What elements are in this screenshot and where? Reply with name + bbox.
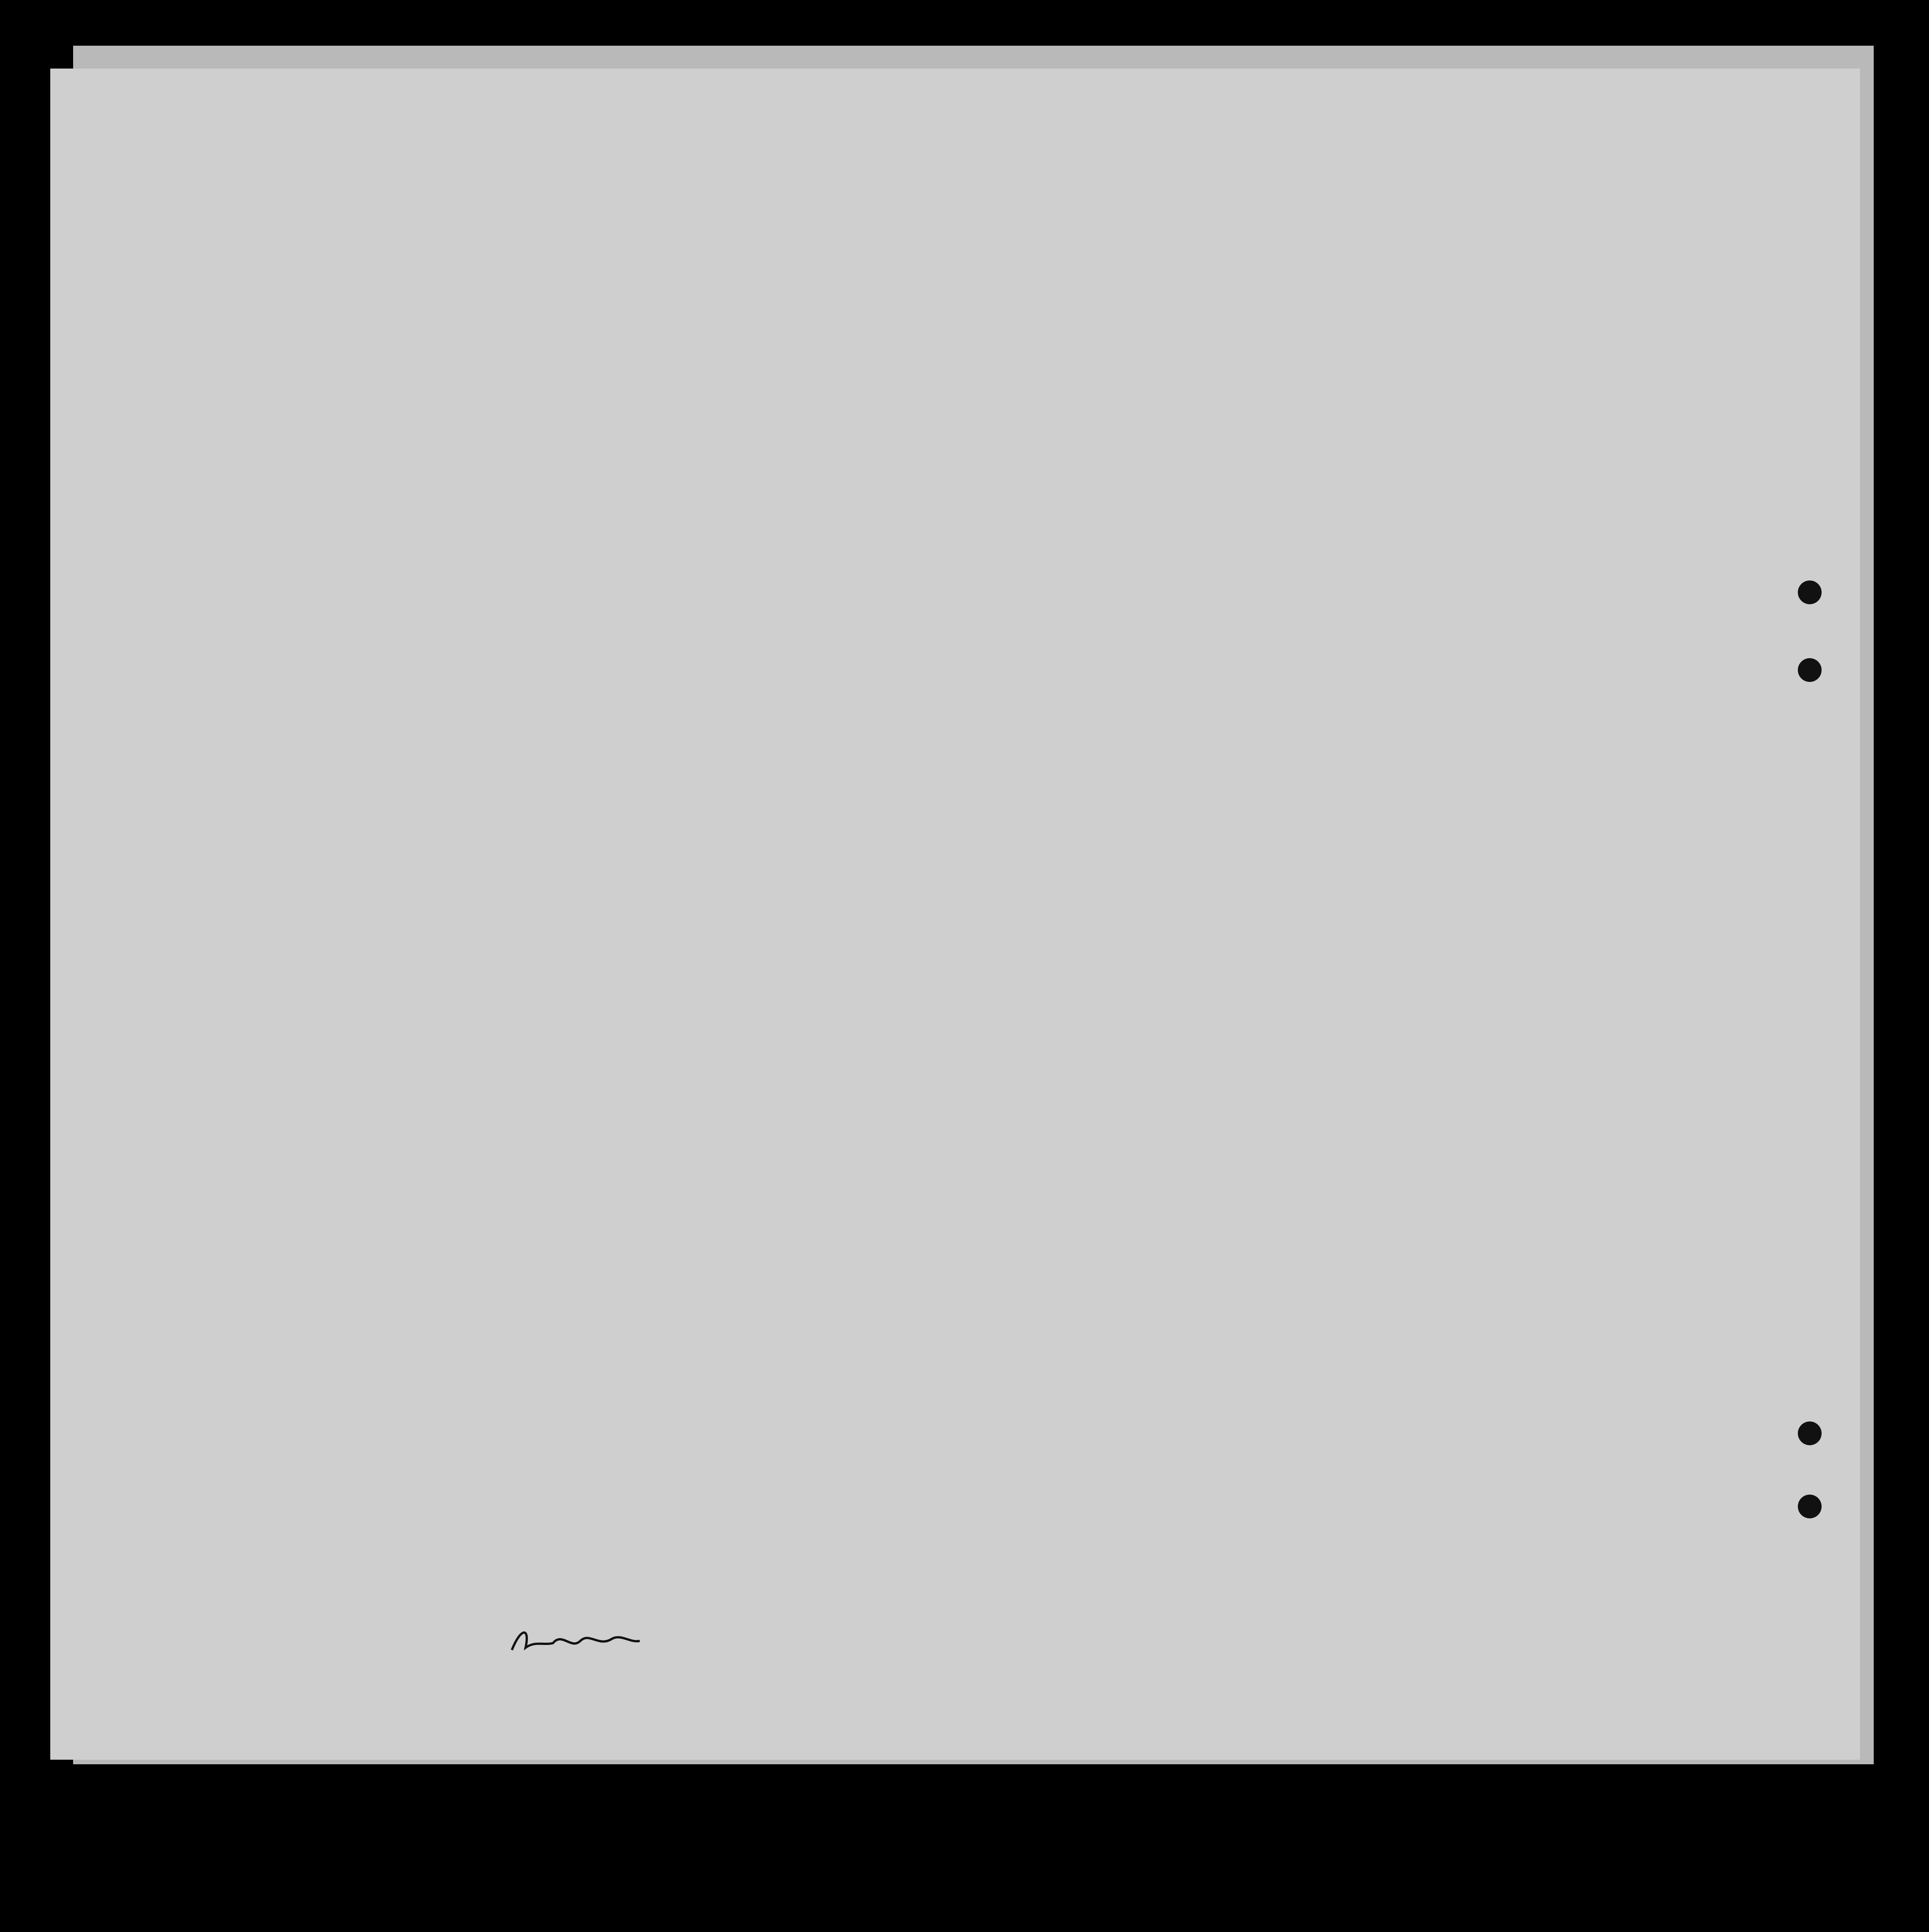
punch-hole (1798, 1495, 1822, 1518)
punch-hole (1798, 1421, 1822, 1445)
punch-hole (1798, 580, 1822, 604)
microfilm-strip (0, 1783, 1929, 1932)
purser-signature (507, 1623, 644, 1659)
punch-hole (1798, 658, 1822, 682)
